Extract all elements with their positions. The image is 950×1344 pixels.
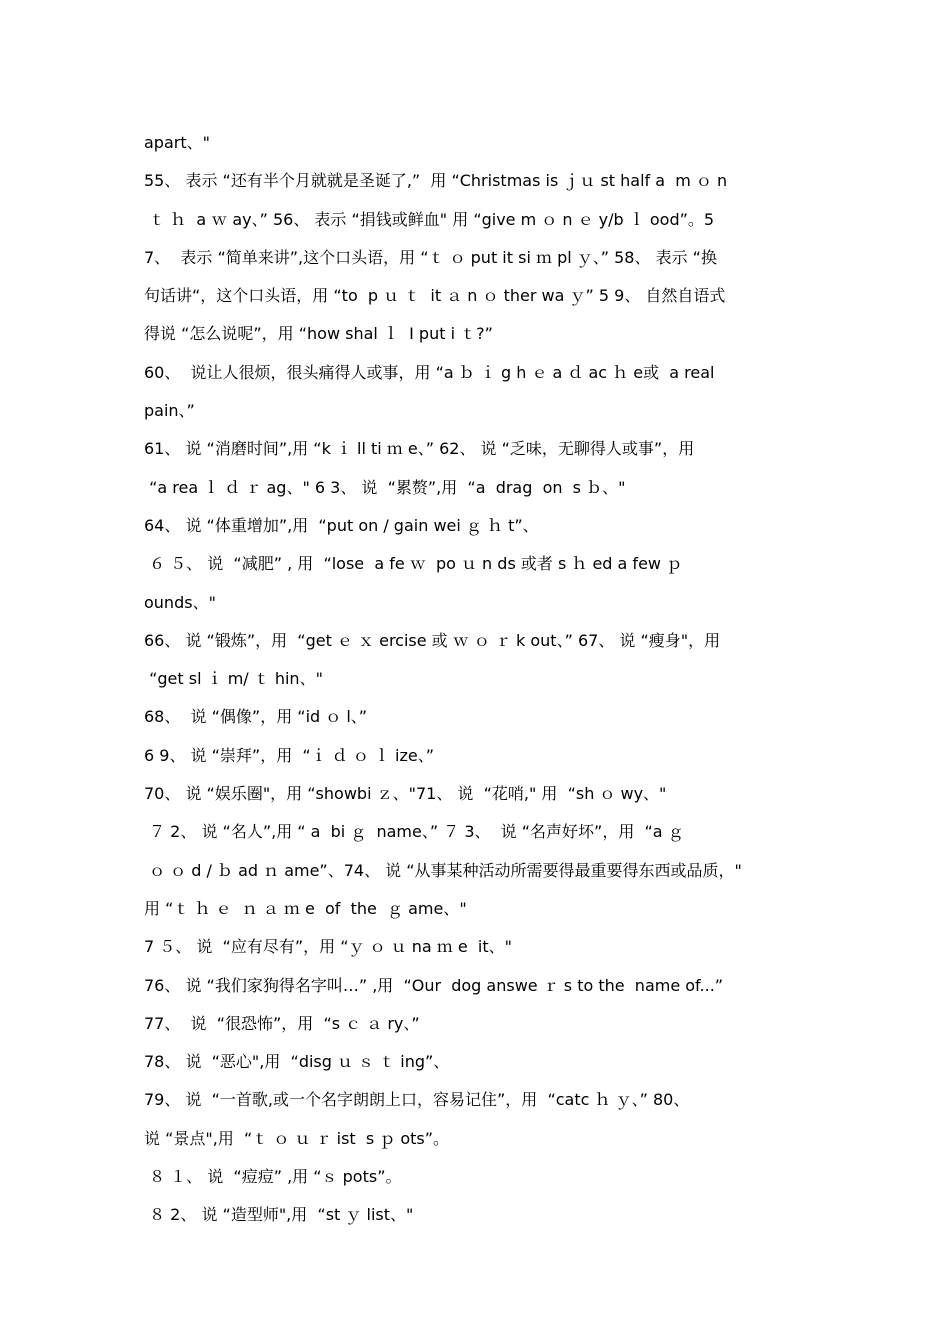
text-line: 6 9、 说 “崇拜”，用 “ｉ ｄ ｏ ｌ ize、” [144,745,434,765]
text-line: 70、 说 “娱乐圈"，用 “showbi ｚ、"71、 说 “花哨," 用 “sh ｏ wy、" [144,784,667,804]
text-line: 用 “ｔ ｈ ｅ ｎ ａ ｍ e of the ｇ ame、" [144,898,467,918]
text-line: 76、 说 “我们家狗得名字叫…” ,用 “Our dog answe ｒ s to the name of...” [144,975,724,995]
text-line: 60、 说让人很烦，很头痛得人或事，用 “a ｂ ｉ g h ｅ a ｄ ac ｈ e或 a real [144,362,715,382]
text-line: 7、 表示 “简单来讲”,这个口头语，用 “ｔ ｏ put it si ｍ pl ｙ、” 58、 表示 “换 [144,247,717,267]
text-line: “get sl ｉ m/ ｔ hin、" [144,669,323,689]
text-line: 61、 说 “消磨时间”,用 “k ｉ ll ti ｍ e、” 62、 说 “乏味，无聊得人或事”，用 [144,439,695,459]
text-line: ７ 2、 说 “名人”,用 “ a bi ｇ name、” ７ 3、 说 “名声好坏”，用 “a ｇ [144,822,684,842]
text-line: ｔ ｈ a ｗ ay、” 56、 表示 “捐钱或鲜血" 用 “give m ｏ n ｅ y/b ｌ ood”。5 [144,209,715,229]
text-line: ｏ ｏ d / ｂ ad ｎ ame”、74、 说 “从事某种活动所需要得最重要得东西或品质，" [144,860,742,880]
text-line: 得说 “怎么说呢”，用 “how shal ｌ I put i ｔ?” [144,324,493,344]
text-line: 句话讲“，这个口头语，用 “to p ｕ ｔ it ａ n ｏ ther wa ｙ” 5 9、 自然自语式 [144,286,726,306]
text-line: ounds、" [144,592,216,612]
text-line: pain、” [144,401,195,421]
text-line: 64、 说 “体重增加”,用 “put on / gain wei ｇ ｈ t”、 [144,515,539,535]
text-line: 77、 说 “很恐怖”，用 “s ｃ ａ ry、” [144,1013,420,1033]
text-line: 55、 表示 “还有半个月就就是圣诞了,” 用 “Christmas is ｊｕ st half a m ｏ n [144,171,728,191]
text-line: ８ １、 说 “痘痘” ,用 “ｓ pots”。 [144,1167,402,1187]
text-line: ６ ５、 说 “减肥” , 用 “lose a fe ｗ po ｕ n ds 或者 s ｈ ed a few ｐ [144,554,683,574]
body-text [144,124,814,1235]
text-line: apart、" [144,133,210,152]
text-line: 7 ５、 说 “应有尽有”，用 “ｙ ｏ ｕ na ｍ e it、" [144,937,512,957]
text-line: “a rea ｌ ｄ ｒ ag、" 6 3、 说 “累赘”,用 “a drag on s ｂ、" [144,477,626,497]
text-line: ８ 2、 说 “造型师",用 “st ｙ list、" [144,1205,414,1225]
text-line: 78、 说 “恶心",用 “disg ｕ ｓ ｔ ing”、 [144,1052,450,1072]
text-line: 说 “景点",用 “ｔ ｏ ｕ ｒ ist s ｐ ots”。 [144,1128,450,1148]
text-line: 68、 说 “偶像”，用 “id ｏ l、” [144,707,368,727]
text-line: 79、 说 “一首歌,或一个名字朗朗上口，容易记住”，用 “catc ｈ ｙ、” 80、 [144,1090,690,1110]
text-line: 66、 说 “锻炼”，用 “get ｅ ｘ ercise 或 ｗ ｏ ｒ k out、” 67、 说 “瘦身"，用 [144,630,721,650]
